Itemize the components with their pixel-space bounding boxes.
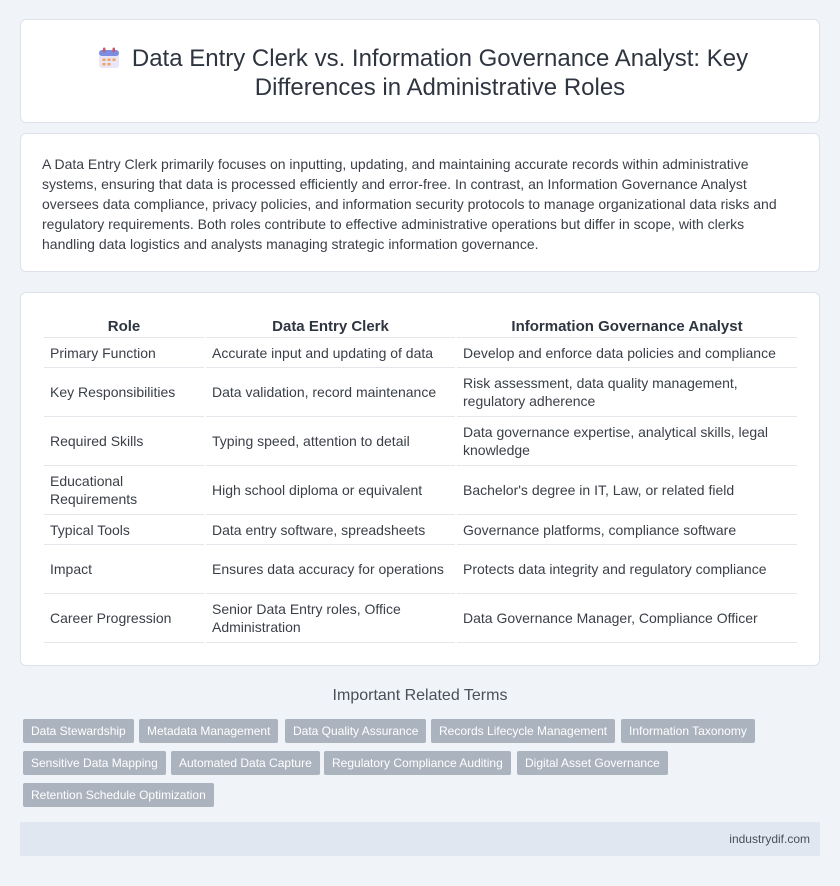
table-cell: Impact	[44, 545, 204, 594]
tag-data-stewardship[interactable]: Data Stewardship	[23, 719, 134, 743]
table-cell: Protects data integrity and regulatory compliance	[457, 545, 797, 594]
tag-records-lifecycle-management[interactable]: Records Lifecycle Management	[431, 719, 615, 743]
comparison-table	[42, 313, 799, 643]
table-cell: Bachelor's degree in IT, Law, or related field	[457, 466, 797, 515]
table-cell: Data entry software, spreadsheets	[206, 515, 455, 545]
table-row	[44, 417, 797, 466]
table-cell: Key Responsibilities	[44, 368, 204, 417]
table-cell: High school diploma or equivalent	[206, 466, 455, 515]
header-information-governance-analyst: Information Governance Analyst	[457, 313, 797, 338]
table-cell: Develop and enforce data policies and compliance	[457, 338, 797, 368]
header-role: Role	[44, 313, 204, 338]
table-cell: Data governance expertise, analytical skills, legal knowledge	[457, 417, 797, 466]
footer-site-link[interactable]: industrydif.com	[729, 832, 810, 846]
table-cell: Data validation, record maintenance	[206, 368, 455, 417]
table-cell: Data Governance Manager, Compliance Officer	[457, 594, 797, 643]
tag-metadata-management[interactable]: Metadata Management	[139, 719, 278, 743]
table-row	[44, 545, 797, 594]
tag-data-quality-assurance[interactable]: Data Quality Assurance	[285, 719, 426, 743]
table-row	[44, 368, 797, 417]
title-card	[20, 19, 820, 123]
intro-card	[20, 133, 820, 272]
table-cell: Required Skills	[44, 417, 204, 466]
tag-automated-data-capture[interactable]: Automated Data Capture	[171, 751, 320, 775]
comparison-card	[20, 292, 820, 666]
table-row	[44, 515, 797, 545]
tag-regulatory-compliance-auditing[interactable]: Regulatory Compliance Auditing	[324, 751, 511, 775]
table-cell: Primary Function	[44, 338, 204, 368]
table-cell: Risk assessment, data quality management, regulatory adherence	[457, 368, 797, 417]
table-cell: Accurate input and updating of data	[206, 338, 455, 368]
tag-information-taxonomy[interactable]: Information Taxonomy	[621, 719, 755, 743]
page-title: Data Entry Clerk vs. Information Governance Analyst: Key Differences in Administrative Roles	[131, 45, 749, 101]
table-header-row	[44, 313, 797, 338]
header-data-entry-clerk: Data Entry Clerk	[206, 313, 455, 338]
table-cell: Ensures data accuracy for operations	[206, 545, 455, 594]
table-cell: Typing speed, attention to detail	[206, 417, 455, 466]
table-cell: Senior Data Entry roles, Office Administration	[206, 594, 455, 643]
table-cell: Governance platforms, compliance software	[457, 515, 797, 545]
table-cell: Career Progression	[44, 594, 204, 643]
table-cell: Educational Requirements	[44, 466, 204, 515]
table-row	[44, 466, 797, 515]
intro-paragraph: A Data Entry Clerk primarily focuses on inputting, updating, and maintaining accurate records within administrative systems, ensuring that data is processed efficiently and error-free. In contrast, an Information Governance Analyst oversees data compliance, privacy policies, and information security protocols to manage organizational data risks and regulatory requirements. Both roles contribute to effective administrative operations but differ in scope, with clerks handling data logistics and analysts managing strategic information governance.	[42, 156, 777, 252]
tag-digital-asset-governance[interactable]: Digital Asset Governance	[517, 751, 668, 775]
table-row	[44, 338, 797, 368]
tag-retention-schedule-optimization[interactable]: Retention Schedule Optimization	[23, 783, 214, 807]
related-terms-title: Important Related Terms	[332, 687, 508, 704]
footer	[20, 822, 820, 856]
tag-sensitive-data-mapping[interactable]: Sensitive Data Mapping	[23, 751, 166, 775]
table-cell: Typical Tools	[44, 515, 204, 545]
table-row	[44, 594, 797, 643]
